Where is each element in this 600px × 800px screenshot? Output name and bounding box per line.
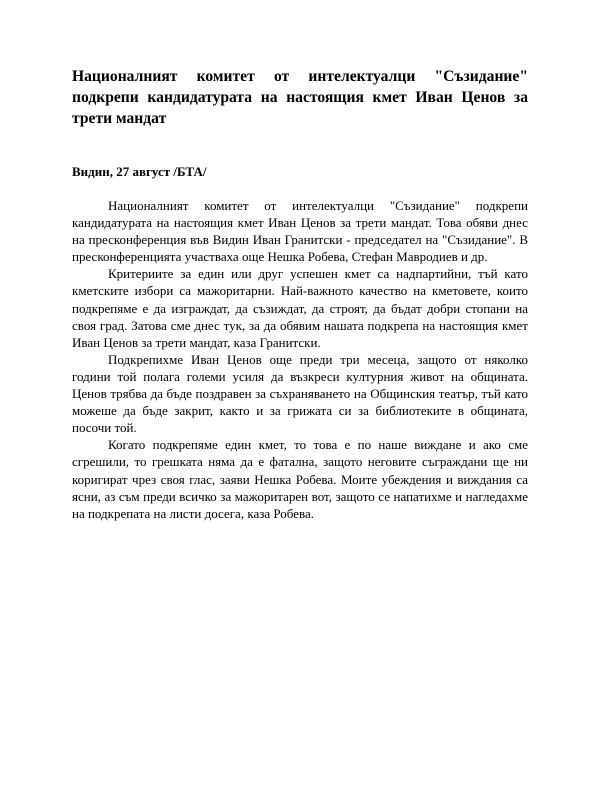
- paragraph-1: Националният комитет от интелектуалци "Съзидание" подкрепи кандидатурата на настоящия кмет Иван Ценов за трети мандат. Това обяви днес на пресконференция във Видин Иван Гранитски - председател на "Съзидание". В пресконференцията участваха още Нешка Робева, Стефан Мавродиев и др.: [72, 198, 528, 265]
- headline: Националният комитет от интелектуалци "Съзидание" подкрепи кандидатурата на настоящия кмет Иван Ценов за трети мандат: [72, 68, 528, 127]
- dateline: Видин, 27 август /БТА/: [72, 164, 207, 179]
- paragraph-2: Критериите за един или друг успешен кмет са надпартийни, тъй като кметските избори са мажоритарни. Най-важното качество на кметовете, които подкрепяме е да изграждат, да съзиждат, да строят, да бъдат добри стопани на своя град. Затова сме днес тук, за да обявим нашата подкрепа на настоящия кмет Иван Ценов за трети мандат, каза Гранитски.: [72, 266, 528, 350]
- paragraph-3: Подкрепихме Иван Ценов още преди три месеца, защото от няколко години той полага големи усиля да възкреси културния живот на общината. Ценов трябва да бъде поздравен за съхраняването на Общинския театър, тъй като можеше да бъде закрит, както и за грижата си за библиотеките в общината, посочи той.: [72, 351, 528, 436]
- document-page: [72, 66, 528, 522]
- article-body: [72, 197, 528, 522]
- paragraph-4: Когато подкрепяме един кмет, то това е по наше виждане и ако сме сгрешили, то грешката няма да е фатална, защото неговите съграждани ще ни коригират чрез своя глас, заяви Нешка Робева. Моите убеждения и виждания са ясни, аз съм преди всичко за мажоритарен вот, защото се напатихме и нагледахме на подкрепата на листи досега, каза Робева.: [72, 437, 528, 521]
